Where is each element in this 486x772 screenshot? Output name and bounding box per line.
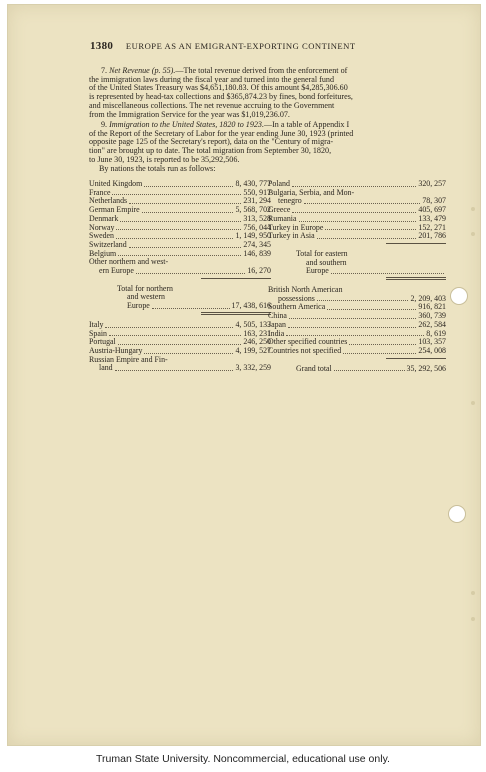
dot-leader [118, 255, 241, 256]
row-label: France [89, 187, 111, 197]
row-value: 152, 271 [418, 222, 446, 232]
row-label: United Kingdom [89, 179, 143, 188]
dot-leader [343, 353, 416, 354]
table-row: land 3, 332, 259 [99, 363, 271, 373]
row-label: Switzerland [89, 239, 127, 249]
total-row: and southern [306, 257, 347, 267]
row-label: Norway [89, 222, 115, 232]
text-line: from the Immigration Service for the year was $1,019,236.07. [89, 109, 290, 119]
row-label: Netherlands [89, 196, 128, 206]
dot-leader [109, 335, 241, 336]
footer-notice: Truman State University. Noncommercial, educational use only. [96, 753, 390, 765]
text-line: of the Report of the Secretary of Labor for the year ending June 30, 1923 (printed [89, 128, 354, 138]
binding-mark [471, 401, 475, 405]
row-label: Countries not specified [268, 345, 342, 355]
paragraph-heading: Immigration to the United States, 1820 to 1923. [109, 121, 265, 129]
row-value: 5, 568, 702 [235, 205, 271, 215]
binding-mark [471, 232, 475, 236]
dot-leader [112, 194, 241, 195]
row-value: 405, 697 [418, 205, 446, 215]
table-row [268, 321, 446, 330]
row-label: Southern America [268, 302, 326, 312]
running-title: EUROPE AS AN EMIGRANT-EXPORTING CONTINENT [125, 41, 356, 51]
table-row [268, 347, 446, 356]
dot-leader [116, 229, 241, 230]
dot-leader [325, 229, 416, 230]
grand-total-row: Grand total 35, 292, 506 [296, 363, 446, 373]
row-value: 274, 345 [243, 239, 271, 249]
total-row: and western [127, 292, 165, 302]
text-line: By nations the totals run as follows: [99, 163, 216, 173]
row-value: 320, 257 [418, 179, 446, 188]
row-label: Rumania [268, 213, 297, 223]
row-value: 4, 199, 527 [235, 345, 271, 355]
row-label: China [268, 311, 287, 321]
row-value: 360, 739 [418, 311, 446, 321]
text-line: and miscellaneous collections. The net revenue accruing to the Government [89, 100, 335, 110]
row-value: 246, 250 [243, 337, 271, 347]
sum-rule [386, 277, 446, 278]
row-label: Turkey in Europe [268, 222, 324, 232]
text-line: tion" are brought up to date. The total migration from September 30, 1820, [89, 146, 332, 156]
dot-leader [144, 353, 233, 354]
row-label: Turkey in Asia [268, 231, 315, 241]
dot-leader [286, 335, 424, 336]
row-value: 201, 786 [418, 231, 446, 241]
text-line: the immigration laws during the fiscal year and turned into the general fund [89, 74, 334, 84]
row-value: 231, 294 [243, 196, 271, 206]
row-value: 916, 821 [418, 302, 446, 312]
table-left-column [89, 180, 271, 373]
dot-leader [288, 327, 416, 328]
sum-rule [201, 312, 271, 313]
binding-hole-upper [450, 287, 468, 305]
row-value: 550, 917 [243, 187, 271, 197]
row-label: Sweden [89, 231, 114, 241]
total-row: Total for eastern [296, 248, 348, 258]
paragraph-immigration [89, 121, 447, 173]
dot-leader [120, 221, 241, 222]
page-number: 1380 [90, 40, 114, 52]
paragraph-heading: Net Revenue (p. 55). [109, 67, 176, 75]
text-line: of the United States Treasury was $4,651,180.83. Of this amount $4,285,306.60 [89, 83, 348, 93]
sum-rule [386, 279, 446, 280]
text-line: is represented by head-tax collections and $365,874.23 by fines, bond forfeitures, [89, 92, 353, 102]
row-value: 4, 505, 133 [235, 319, 271, 329]
table-right-column [268, 180, 446, 373]
dot-leader [118, 344, 242, 345]
dot-leader [116, 238, 234, 239]
table-row: possessions 2, 209, 403 [278, 293, 446, 303]
table-row: Russian Empire and Fin- [89, 354, 168, 364]
row-label: Portugal [89, 337, 116, 347]
total-row: Total for northern [117, 283, 173, 293]
row-label: Austria-Hungary [89, 345, 143, 355]
sum-rule [386, 358, 446, 359]
table-row: Bulgaria, Serbia, and Mon- [268, 187, 355, 197]
table-row: ern Europe 16, 270 [99, 266, 271, 276]
dot-leader [327, 309, 416, 310]
sum-rule [201, 278, 271, 279]
row-label: Other specified countries [268, 337, 348, 347]
sum-rule [386, 243, 446, 244]
sum-rule [201, 314, 271, 315]
row-label: Greece [268, 205, 291, 215]
dot-leader [299, 221, 417, 222]
row-label: Japan [268, 319, 286, 329]
text-line: opposite page 125 of the Secretary's report), data on the "Century of migra- [89, 137, 334, 147]
row-value: 163, 231 [243, 328, 271, 338]
dot-leader [142, 212, 234, 213]
dot-leader [289, 318, 417, 319]
row-label: German Empire [89, 205, 140, 215]
row-value: 133, 479 [418, 213, 446, 223]
dot-leader [292, 186, 416, 187]
row-label: Poland [268, 179, 290, 188]
row-group [89, 180, 271, 258]
row-value: 262, 584 [418, 319, 446, 329]
row-value: 1, 149, 950 [235, 231, 271, 241]
paragraph-net-revenue [89, 67, 447, 119]
row-value: 8, 619 [426, 328, 446, 338]
row-value: 756, 044 [243, 222, 271, 232]
row-label: Italy [89, 319, 104, 329]
text-line: 7. Net Revenue (p. 55).—The total revenue derived from the enforcement of [101, 67, 348, 75]
row-group [89, 321, 271, 356]
dot-leader [317, 238, 417, 239]
binding-mark [471, 617, 475, 621]
dot-leader [129, 247, 242, 248]
row-group [268, 206, 446, 241]
row-label: Spain [89, 328, 107, 338]
dot-leader [105, 327, 233, 328]
row-label: India [268, 328, 285, 338]
row-value: 254, 008 [418, 345, 446, 355]
row-value: 8, 430, 777 [235, 179, 271, 188]
dot-leader [144, 186, 233, 187]
table-row: Other northern and west- [89, 257, 169, 267]
table-row: British North American [268, 285, 343, 295]
binding-hole-lower [448, 505, 466, 523]
total-row: Europe [268, 267, 446, 276]
binding-mark [471, 591, 475, 595]
row-value: 146, 839 [243, 248, 271, 258]
row-group [268, 303, 446, 355]
total-row: Europe 17, 438, 616 [127, 301, 271, 311]
dot-leader [129, 203, 241, 204]
row-value: 313, 528 [243, 213, 271, 223]
table-row [268, 232, 446, 241]
binding-mark [471, 207, 475, 211]
row-label: Denmark [89, 213, 119, 223]
row-value: 103, 357 [418, 337, 446, 347]
dot-leader [349, 344, 416, 345]
row-label: Belgium [89, 248, 117, 258]
table-row: tenegro 78, 307 [278, 196, 446, 206]
page-header [90, 40, 470, 54]
dot-leader [292, 212, 416, 213]
text-line: to June 30, 1923, is reported to be 35,292,506. [89, 154, 240, 164]
text-line: 9. Immigration to the United States, 1820 to 1923.—In a table of Appendix I [101, 121, 350, 129]
